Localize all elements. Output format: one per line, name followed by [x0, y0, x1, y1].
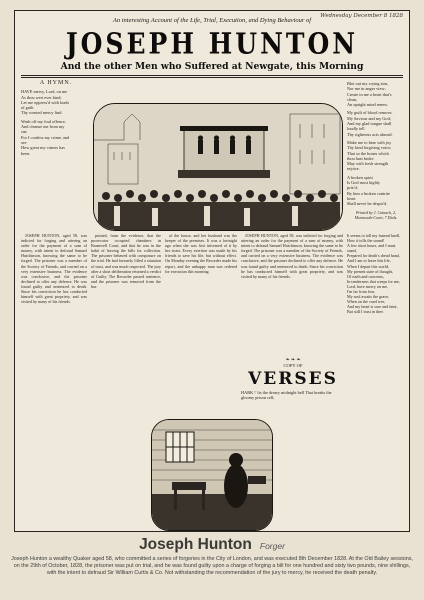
printer-imprint: Printed by J. Catnach, 2, Monmouth-Court, 7 Dials. [354, 209, 398, 220]
verse-line: Prepared for death's dread hand, [347, 253, 400, 259]
article-column-4 [241, 233, 343, 353]
hymn-lines [21, 89, 91, 156]
verses-column [347, 233, 405, 529]
execution-scene-engraving [93, 103, 343, 231]
hymn-line: Is God most highly [347, 180, 381, 186]
hymn-line: Thy righteous acts abroad. [347, 131, 393, 137]
verse-line: And my heart is sore and faint, [347, 304, 398, 310]
verse-line: My present state of thought, [347, 268, 394, 274]
header-rule-double [21, 77, 403, 78]
hymn-line: Thy wonted mercy find. [21, 110, 63, 116]
hymn-line: see [21, 139, 27, 145]
verse-line: When I depart this world, [347, 263, 389, 269]
verses-first-line: HARK ! 'tis the dreary midnight bell That breaks the gloomy prison cell; [241, 390, 332, 400]
broadside-subtitle: And the other Men who Suffered at Newgate, this Morning [60, 61, 364, 72]
hymn-line: How great my crimes has [21, 145, 65, 151]
verse-line: I'm far from fear, [347, 289, 376, 295]
verse-line: But still I trust in thee. [347, 309, 384, 315]
article-column-2 [91, 233, 161, 417]
verse-line: And I am to leave this life, [347, 258, 391, 264]
hymn-line: Create in me a heart that's [347, 91, 392, 97]
verses-box [241, 357, 345, 413]
hymn-line: That so the bones which [347, 150, 389, 156]
hymn-line: loudly tell [347, 126, 365, 132]
caption-heading [0, 536, 424, 554]
article-column-1 [21, 233, 87, 529]
hymn-line: My Saviour and my God; [347, 115, 391, 121]
verse-line: A few short hours, and I must stand, [347, 243, 396, 254]
hymn-line: As thou wert ever kind; [21, 94, 62, 100]
article-text: JOSEPH HUNTON, aged 58, was indicted for forging and uttering an order for the payment of a sum of money, with intent to defraud Samuel Hutchinson, knowing the same to be forged. The prisoner was a member of the Society of Friends, and carried on a very extensive business. The evidence was conclusive, and the prisoner declined to offer any defence. He was found guilty and sentenced to death. Since his conviction he has conducted himself with great propriety, and was visited by many of his friends. [21, 233, 87, 305]
hymn-line: And cleanse me from my [21, 124, 65, 130]
article-text: printed, from the evidence, that the prosecutor occupied chambers in Bramwell Court, and that he was in the habit of leaving the bills for collection. The prisoner behaved with composure on the trial. He had formerly filled a situation of trust, and was much respected. The jury after a short deliberation returned a verdict of Guilty. The Recorder passed sentence, and the prisoner was removed from the bar. [91, 233, 161, 289]
hymn-line: Thy kind forgiving voice; [347, 145, 392, 151]
caption-text: Joseph Hunton a wealthy Quaker aged 58, who committed a series of forgeries in the City of London, and was executed 8th December 1828. At the Old Bailey sessions, on the 29th of October, 1828, the prisoner was put on trial, and he was found guilty upon a charge of forging a bill for one hundred and sixty two pounds, nine shillings, with the intent to defraud Sir William Curtis & Co. Not withstanding the recommendation of the jury to mercy, he received the death penalty. [11, 556, 413, 576]
handwritten-date: Wednesday December 8 1828 [320, 13, 403, 19]
article-column-3 [165, 233, 237, 417]
hymn-line: Blot out my crying sins, [347, 81, 389, 86]
verse-line: How it tolls the sound! [347, 238, 385, 244]
hymn-left [21, 81, 91, 156]
hymn-line: Wash off my foul offence, [21, 118, 66, 124]
hymn-line: A broken spirit [347, 174, 373, 180]
hymn-line: And my glad tongue shall [347, 121, 392, 127]
broadside-sheet [14, 10, 410, 532]
caption-role: Forger [259, 541, 285, 551]
hymn-line: Nor me in anger view; [347, 86, 386, 92]
verse-line: Lord, have mercy on me, [347, 283, 389, 289]
hymn-line: Let me oppress'd with loads [21, 99, 70, 105]
hymn-line: Shall never be despis'd. [347, 201, 388, 207]
verse-line: Of earth and concerns, [347, 273, 385, 279]
hymn-line: of guilt [21, 105, 34, 111]
broadside-title: JOSEPH HUNTON [65, 26, 359, 61]
hymn-heading: A HYMN. [39, 80, 73, 86]
hymn-line: For I confess my crime, and [21, 134, 70, 140]
hymn-line: rejoice. [347, 166, 360, 172]
hymn-line: sin; [21, 129, 28, 135]
hymn-line: HAVE mercy, Lord, on me [21, 89, 68, 95]
hymn-line: thou hast broke [347, 155, 374, 161]
header-rule [21, 75, 403, 76]
ornament-rule: ❧ ❧ ❧ [285, 358, 301, 363]
article-text: JOSEPH HUNTON, aged 58, was indicted for forging and uttering an order for the payment of a sum of money, with intent to defraud Samuel Hutchinson, knowing the same to be forged. The prisoner was a member of the Society of Friends, and carried on a very extensive business. The evidence was conclusive, and the prisoner declined to offer any defence. He was found guilty and sentenced to death. Since his conviction he has conducted himself with great propriety, and was visited by many of his friends. [241, 233, 343, 279]
verse-line: My soul awaits the grave, [347, 294, 390, 300]
verse-line: When on the cruel tree, [347, 299, 386, 305]
verse-line: It seems to toll my funeral knell, [347, 233, 401, 238]
hymn-line: heart [347, 195, 356, 201]
article-text: of the house, and her husband was the keeper of the premises. It was a fortnight ago when she was first informed of it by her sister. Every exertion was made by his friends to save his life, but without effect. On Monday evening the Recorder made his report, and the unhappy man was ordered for execution this morning. [165, 233, 237, 274]
hymn-line: By him a broken contrite [347, 190, 390, 196]
hymn-line: My guilt of blood remove, [347, 110, 393, 116]
hymn-line: May with fresh strength [347, 161, 389, 167]
hymn-line: priz'd; [347, 185, 358, 191]
caption-name: Joseph Hunton [139, 536, 252, 553]
execution-scene-illustration [94, 104, 343, 231]
broadside-kicker: An interesting Account of the Life, Trial, Execution, and Dying Behaviour of [112, 17, 312, 24]
verses-title: VERSES [248, 369, 338, 389]
hymn-line: An upright mind renew. [347, 102, 389, 108]
hymn-line: Make me to hear with joy [347, 139, 392, 145]
hymn-right [347, 81, 405, 220]
hymn-line: been. [21, 150, 31, 156]
verse-line: In tenderness that weeps for me, [347, 278, 400, 284]
hymn-line: clean, [347, 96, 358, 102]
prison-cell-illustration [152, 420, 273, 531]
prison-cell-engraving [151, 419, 273, 531]
verses-lead: COPY OF [283, 363, 303, 368]
